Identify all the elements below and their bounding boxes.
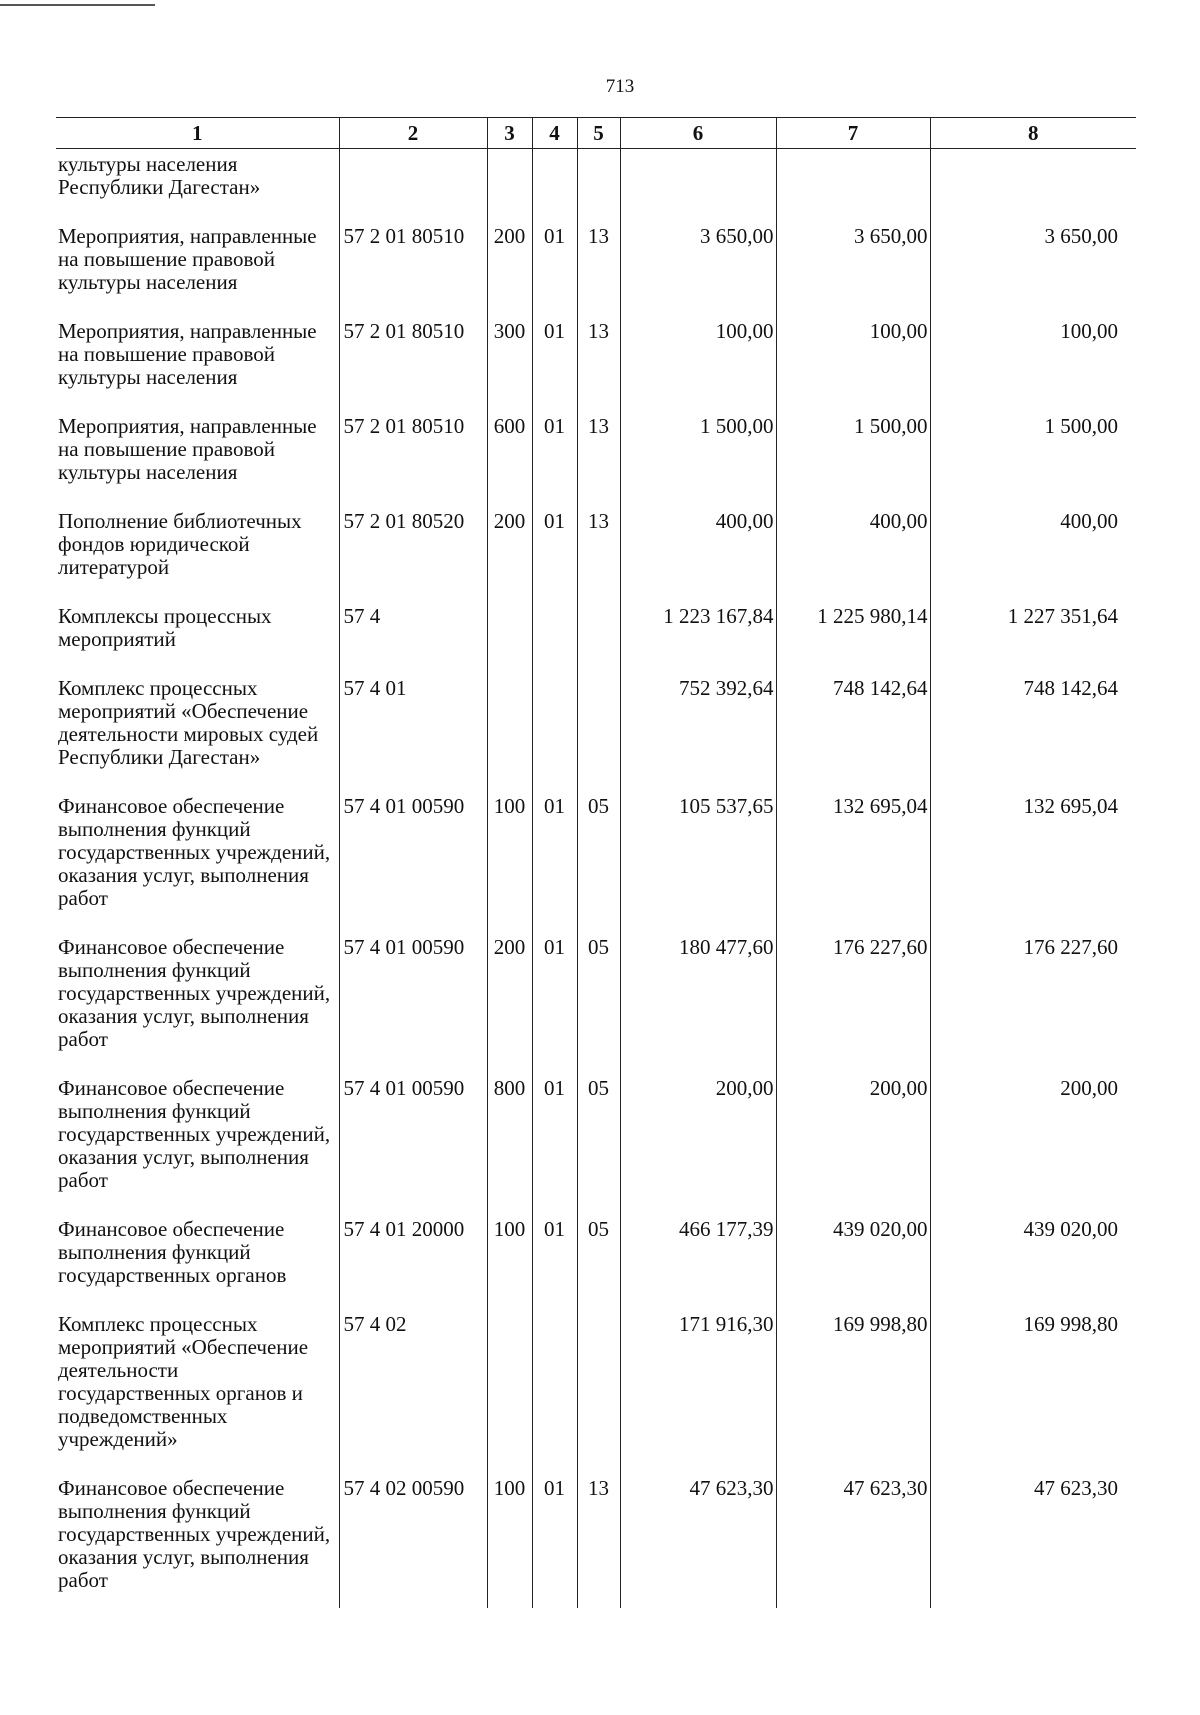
item-name: Финансовое обеспечение выполнения функций государственных учреждений, оказания услуг, выполнения работ <box>58 1476 331 1592</box>
table-row <box>56 1467 1136 1608</box>
target-code: 57 2 01 80510 <box>339 215 487 310</box>
item-name: Финансовое обеспечение выполнения функций государственных учреждений, оказания услуг, выполнения работ <box>58 1076 331 1192</box>
expense-type <box>487 149 532 216</box>
subsection <box>577 667 620 785</box>
section <box>532 149 577 216</box>
table-row <box>56 149 1136 216</box>
expense-type: 200 <box>487 926 532 1067</box>
target-code: 57 2 01 80510 <box>339 310 487 405</box>
amount-col6: 100,00 <box>620 310 776 405</box>
amount-col8: 748 142,64 <box>930 667 1136 785</box>
amount-col7: 439 020,00 <box>776 1208 930 1303</box>
column-header: 8 <box>930 118 1136 149</box>
item-name: Финансовое обеспечение выполнения функций государственных учреждений, оказания услуг, выполнения работ <box>58 935 331 1051</box>
amount-col6: 400,00 <box>620 500 776 595</box>
item-name: Мероприятия, направленные на повышение правовой культуры населения <box>58 319 317 389</box>
section: 01 <box>532 215 577 310</box>
amount-col8: 132 695,04 <box>930 785 1136 926</box>
target-code: 57 4 01 00590 <box>339 1067 487 1208</box>
table-row <box>56 1208 1136 1303</box>
section: 01 <box>532 500 577 595</box>
column-header: 6 <box>620 118 776 149</box>
amount-col8: 47 623,30 <box>930 1467 1136 1608</box>
section: 01 <box>532 310 577 405</box>
amount-col6: 1 223 167,84 <box>620 595 776 667</box>
amount-col6: 3 650,00 <box>620 215 776 310</box>
target-code <box>339 149 487 216</box>
subsection: 05 <box>577 1208 620 1303</box>
amount-col7: 748 142,64 <box>776 667 930 785</box>
amount-col8: 169 998,80 <box>930 1303 1136 1467</box>
subsection: 13 <box>577 215 620 310</box>
page-number: 713 <box>605 76 635 97</box>
section <box>532 667 577 785</box>
target-code: 57 4 01 20000 <box>339 1208 487 1303</box>
amount-col7: 1 500,00 <box>776 405 930 500</box>
table-row <box>56 785 1136 926</box>
target-code: 57 4 02 00590 <box>339 1467 487 1608</box>
expense-type: 300 <box>487 310 532 405</box>
amount-col6: 171 916,30 <box>620 1303 776 1467</box>
amount-col6: 47 623,30 <box>620 1467 776 1608</box>
target-code: 57 4 02 <box>339 1303 487 1467</box>
column-header: 3 <box>487 118 532 149</box>
subsection <box>577 149 620 216</box>
subsection: 13 <box>577 1467 620 1608</box>
expense-type: 100 <box>487 1467 532 1608</box>
corner-rule <box>0 4 155 6</box>
item-name: Финансовое обеспечение выполнения функций государственных органов <box>58 1217 287 1287</box>
section <box>532 595 577 667</box>
amount-col7: 47 623,30 <box>776 1467 930 1608</box>
expense-type <box>487 667 532 785</box>
expense-type <box>487 1303 532 1467</box>
item-name: Финансовое обеспечение выполнения функций государственных учреждений, оказания услуг, выполнения работ <box>58 794 331 910</box>
section: 01 <box>532 405 577 500</box>
subsection: 05 <box>577 1067 620 1208</box>
section <box>532 1303 577 1467</box>
item-name: Пополнение библиотечных фондов юридической литературой <box>58 509 302 579</box>
table-row <box>56 310 1136 405</box>
table-row <box>56 926 1136 1067</box>
amount-col8: 1 227 351,64 <box>930 595 1136 667</box>
expense-type: 200 <box>487 215 532 310</box>
amount-col8: 400,00 <box>930 500 1136 595</box>
amount-col8: 200,00 <box>930 1067 1136 1208</box>
column-header: 7 <box>776 118 930 149</box>
amount-col8: 439 020,00 <box>930 1208 1136 1303</box>
column-header: 2 <box>339 118 487 149</box>
item-name: Комплекс процессных мероприятий «Обеспечение деятельности государственных органов и подведомственных учреждений» <box>58 1312 309 1451</box>
amount-col6: 752 392,64 <box>620 667 776 785</box>
amount-col8 <box>930 149 1136 216</box>
amount-col7: 132 695,04 <box>776 785 930 926</box>
amount-col7: 169 998,80 <box>776 1303 930 1467</box>
target-code: 57 4 01 <box>339 667 487 785</box>
expense-type <box>487 595 532 667</box>
amount-col7: 3 650,00 <box>776 215 930 310</box>
item-name: Мероприятия, направленные на повышение правовой культуры населения <box>58 414 317 484</box>
amount-col7: 400,00 <box>776 500 930 595</box>
section: 01 <box>532 785 577 926</box>
amount-col6: 200,00 <box>620 1067 776 1208</box>
item-name: Мероприятия, направленные на повышение правовой культуры населения <box>58 224 317 294</box>
subsection: 13 <box>577 405 620 500</box>
target-code: 57 4 01 00590 <box>339 785 487 926</box>
subsection: 13 <box>577 500 620 595</box>
amount-col6 <box>620 149 776 216</box>
table-row <box>56 215 1136 310</box>
target-code: 57 2 01 80520 <box>339 500 487 595</box>
amount-col8: 1 500,00 <box>930 405 1136 500</box>
budget-table <box>56 117 1136 1608</box>
item-name: культуры населения Республики Дагестан» <box>58 152 261 199</box>
amount-col6: 180 477,60 <box>620 926 776 1067</box>
amount-col8: 100,00 <box>930 310 1136 405</box>
header-row <box>56 118 1136 149</box>
expense-type: 800 <box>487 1067 532 1208</box>
column-header: 4 <box>532 118 577 149</box>
section: 01 <box>532 1067 577 1208</box>
amount-col7: 100,00 <box>776 310 930 405</box>
column-header: 1 <box>56 118 339 149</box>
amount-col7: 1 225 980,14 <box>776 595 930 667</box>
section: 01 <box>532 926 577 1067</box>
expense-type: 100 <box>487 1208 532 1303</box>
table-row <box>56 500 1136 595</box>
item-name: Комплекс процессных мероприятий «Обеспечение деятельности мировых судей Республики Дагестан» <box>58 676 319 769</box>
expense-type: 600 <box>487 405 532 500</box>
amount-col8: 176 227,60 <box>930 926 1136 1067</box>
table-row <box>56 595 1136 667</box>
subsection <box>577 595 620 667</box>
table-row <box>56 405 1136 500</box>
amount-col6: 466 177,39 <box>620 1208 776 1303</box>
table-row <box>56 1067 1136 1208</box>
amount-col7: 176 227,60 <box>776 926 930 1067</box>
subsection: 13 <box>577 310 620 405</box>
expense-type: 200 <box>487 500 532 595</box>
amount-col6: 1 500,00 <box>620 405 776 500</box>
amount-col7: 200,00 <box>776 1067 930 1208</box>
column-header: 5 <box>577 118 620 149</box>
target-code: 57 2 01 80510 <box>339 405 487 500</box>
amount-col8: 3 650,00 <box>930 215 1136 310</box>
subsection: 05 <box>577 926 620 1067</box>
table-row <box>56 667 1136 785</box>
section: 01 <box>532 1208 577 1303</box>
item-name: Комплексы процессных мероприятий <box>58 604 272 651</box>
target-code: 57 4 <box>339 595 487 667</box>
subsection: 05 <box>577 785 620 926</box>
table-row <box>56 1303 1136 1467</box>
subsection <box>577 1303 620 1467</box>
section: 01 <box>532 1467 577 1608</box>
target-code: 57 4 01 00590 <box>339 926 487 1067</box>
expense-type: 100 <box>487 785 532 926</box>
amount-col7 <box>776 149 930 216</box>
amount-col6: 105 537,65 <box>620 785 776 926</box>
